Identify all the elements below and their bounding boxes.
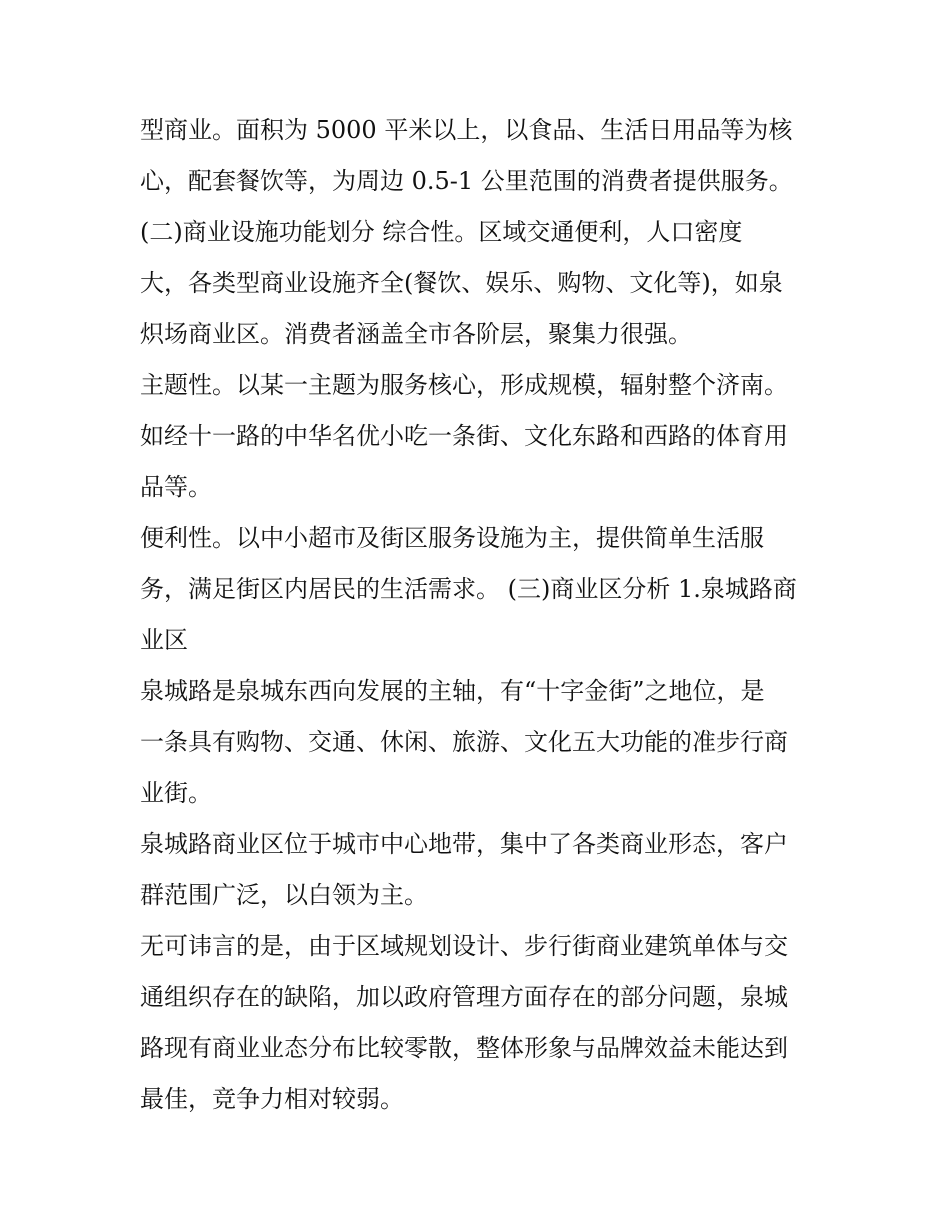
text-line: 泉城路商业区位于城市中心地带，集中了各类商业形态，客户: [140, 830, 788, 858]
text-line: 群范围广泛，以白领为主。: [140, 881, 428, 909]
text-line: 如经十一路的中华名优小吃一条街、文化东路和西路的体育用: [140, 422, 788, 450]
text-line: 便利性。以中小超市及街区服务设施为主，提供简单生活服: [140, 524, 764, 552]
text-line: 路现有商业业态分布比较零散，整体形象与品牌效益未能达到: [140, 1034, 788, 1062]
text-line: 主题性。以某一主题为服务核心，形成规模，辐射整个济南。: [140, 371, 788, 399]
text-line: 务，满足街区内居民的生活需求。 (三)商业区分析 1.泉城路商: [140, 575, 797, 603]
text-line: 业区: [140, 626, 188, 654]
text-line: 最佳，竞争力相对较弱。: [140, 1085, 404, 1113]
text-line: 大，各类型商业设施齐全(餐饮、娱乐、购物、文化等)，如泉: [140, 269, 783, 297]
text-line: (二)商业设施功能划分 综合性。区域交通便利，人口密度: [140, 218, 743, 246]
text-line: 泉城路是泉城东西向发展的主轴，有“十字金街”之地位，是: [140, 677, 765, 705]
text-line: 型商业。面积为 5000 平米以上，以食品、生活日用品等为核: [140, 116, 793, 144]
text-line: 业街。: [140, 779, 212, 807]
text-line: 心，配套餐饮等，为周边 0.5-1 公里范围的消费者提供服务。: [140, 167, 793, 195]
text-line: 通组织存在的缺陷，加以政府管理方面存在的部分问题，泉城: [140, 983, 788, 1011]
document-body: [140, 105, 820, 1125]
text-line: 炽场商业区。消费者涵盖全市各阶层，聚集力很强。: [140, 320, 692, 348]
text-line: 品等。: [140, 473, 212, 501]
text-line: 一条具有购物、交通、休闲、旅游、文化五大功能的准步行商: [140, 728, 788, 756]
text-line: 无可讳言的是，由于区域规划设计、步行街商业建筑单体与交: [140, 932, 788, 960]
